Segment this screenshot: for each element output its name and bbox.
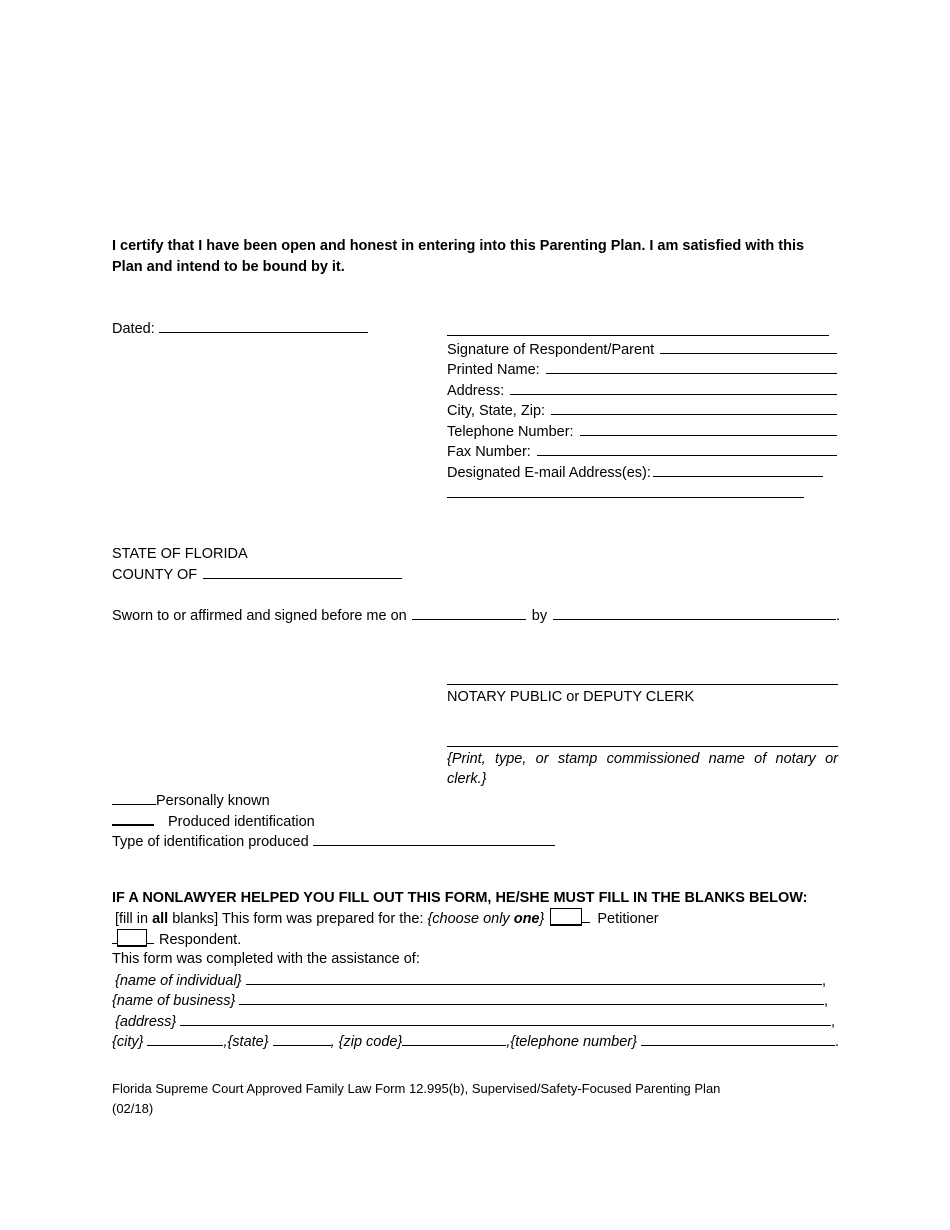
produced-id-label: Produced identification bbox=[168, 814, 315, 830]
name-business-comma: , bbox=[823, 993, 828, 1009]
fax-field[interactable] bbox=[537, 441, 837, 456]
address-field[interactable] bbox=[510, 380, 837, 395]
fax-label: Fax Number: bbox=[447, 444, 531, 460]
type-of-id-field[interactable] bbox=[313, 831, 555, 846]
name-business-label: {name of business} bbox=[112, 993, 236, 1009]
notary-label: NOTARY PUBLIC or DEPUTY CLERK bbox=[447, 689, 695, 705]
email-row bbox=[447, 462, 823, 483]
completed-with-label: This form was completed with the assistance of: bbox=[112, 951, 420, 967]
printed-name-label: Printed Name: bbox=[447, 362, 540, 378]
zip-label: , {zip code} bbox=[330, 1034, 403, 1050]
dated-field[interactable] bbox=[159, 318, 368, 333]
county-label: COUNTY OF bbox=[112, 567, 198, 583]
printed-name-field[interactable] bbox=[546, 359, 837, 374]
telephone-field[interactable] bbox=[580, 421, 837, 436]
sworn-by-label: by bbox=[531, 608, 548, 624]
telephone-assist-field[interactable] bbox=[641, 1031, 835, 1046]
address-assist-label: {address} bbox=[115, 1014, 177, 1030]
signature-field[interactable] bbox=[660, 339, 837, 354]
state-field[interactable] bbox=[273, 1031, 331, 1046]
email-field[interactable] bbox=[653, 462, 823, 477]
city-state-zip-field[interactable] bbox=[551, 400, 837, 415]
choose-only-open: {choose only bbox=[427, 911, 514, 927]
state-label: ,{state} bbox=[223, 1034, 269, 1050]
city-field[interactable] bbox=[147, 1031, 223, 1046]
address-assist-comma: , bbox=[830, 1014, 835, 1030]
type-of-id-row bbox=[112, 831, 555, 852]
type-of-id-label: Type of identification produced bbox=[112, 834, 309, 850]
name-individual-row bbox=[115, 970, 826, 991]
personally-known-row bbox=[112, 790, 270, 811]
name-individual-comma: , bbox=[821, 973, 826, 989]
choose-one: one bbox=[513, 911, 540, 927]
telephone-label: Telephone Number: bbox=[447, 424, 574, 440]
petitioner-underscore bbox=[582, 908, 590, 923]
name-business-field[interactable] bbox=[239, 990, 824, 1005]
address-assist-row bbox=[115, 1011, 835, 1032]
footer-line-1: Florida Supreme Court Approved Family Law Form 12.995(b), Supervised/Safety-Focused Parenting Plan bbox=[112, 1081, 721, 1096]
sworn-label: Sworn to or affirmed and signed before me on bbox=[112, 608, 407, 624]
signature-label: Signature of Respondent/Parent bbox=[447, 342, 655, 358]
name-business-row bbox=[112, 990, 828, 1011]
city-label: {city} bbox=[112, 1034, 144, 1050]
phone-period: . bbox=[834, 1034, 839, 1050]
telephone-assist-label: ,{telephone number} bbox=[506, 1034, 637, 1050]
address-row bbox=[447, 380, 837, 401]
sworn-row bbox=[112, 605, 840, 626]
notary-signature-line[interactable] bbox=[447, 684, 838, 685]
sworn-period: . bbox=[835, 608, 840, 624]
personally-known-label: Personally known bbox=[156, 793, 270, 809]
certify-line-2: Plan and intend to be bound by it. bbox=[112, 259, 345, 275]
fill-in-suffix: blanks] This form was prepared for the: bbox=[168, 911, 428, 927]
fill-in-prefix: [fill in bbox=[115, 911, 153, 927]
telephone-row bbox=[447, 421, 837, 442]
sworn-date-field[interactable] bbox=[412, 605, 526, 620]
county-field[interactable] bbox=[203, 564, 402, 579]
fill-in-all: all bbox=[152, 911, 169, 927]
personally-known-field[interactable] bbox=[112, 790, 156, 805]
email-field-continued[interactable] bbox=[447, 497, 804, 498]
city-state-zip-phone-row bbox=[112, 1031, 839, 1052]
fax-row bbox=[447, 441, 837, 462]
respondent-checkbox[interactable] bbox=[117, 929, 147, 947]
signature-line[interactable] bbox=[447, 335, 829, 336]
signature-row bbox=[447, 339, 837, 360]
email-label: Designated E-mail Address(es): bbox=[447, 465, 651, 481]
zip-field[interactable] bbox=[402, 1031, 506, 1046]
city-state-zip-row bbox=[447, 400, 837, 421]
petitioner-label: Petitioner bbox=[597, 911, 659, 927]
certify-line-1: I certify that I have been open and honest in entering into this Parenting Plan. I am satisfied with this bbox=[112, 238, 805, 254]
sworn-name-field[interactable] bbox=[553, 605, 836, 620]
state-of-florida: STATE OF FLORIDA bbox=[112, 546, 248, 562]
petitioner-checkbox[interactable] bbox=[550, 908, 582, 926]
name-individual-field[interactable] bbox=[246, 970, 822, 985]
city-state-zip-label: City, State, Zip: bbox=[447, 403, 546, 419]
dated-label: Dated: bbox=[112, 321, 155, 337]
print-note-line-2: clerk.} bbox=[447, 771, 487, 787]
produced-id-row bbox=[112, 810, 315, 832]
choose-only-close: } bbox=[539, 911, 545, 927]
prepared-for-row bbox=[115, 908, 659, 929]
notary-name-line[interactable] bbox=[447, 746, 838, 747]
respondent-label: Respondent. bbox=[159, 932, 242, 948]
print-note-line-1: {Print, type, or stamp commissioned name of notary or bbox=[447, 751, 838, 767]
printed-name-row bbox=[447, 359, 837, 380]
respondent-underscore-right bbox=[147, 929, 154, 944]
nonlawyer-heading: IF A NONLAWYER HELPED YOU FILL OUT THIS FORM, HE/SHE MUST FILL IN THE BLANKS BELOW: bbox=[112, 890, 808, 906]
address-label: Address: bbox=[447, 383, 505, 399]
address-assist-field[interactable] bbox=[180, 1011, 831, 1026]
footer-line-2: (02/18) bbox=[112, 1101, 154, 1116]
dated-row bbox=[112, 318, 368, 339]
produced-id-field[interactable] bbox=[112, 810, 154, 826]
respondent-row bbox=[112, 929, 241, 950]
name-individual-label: {name of individual} bbox=[115, 973, 242, 989]
county-row bbox=[112, 564, 402, 585]
